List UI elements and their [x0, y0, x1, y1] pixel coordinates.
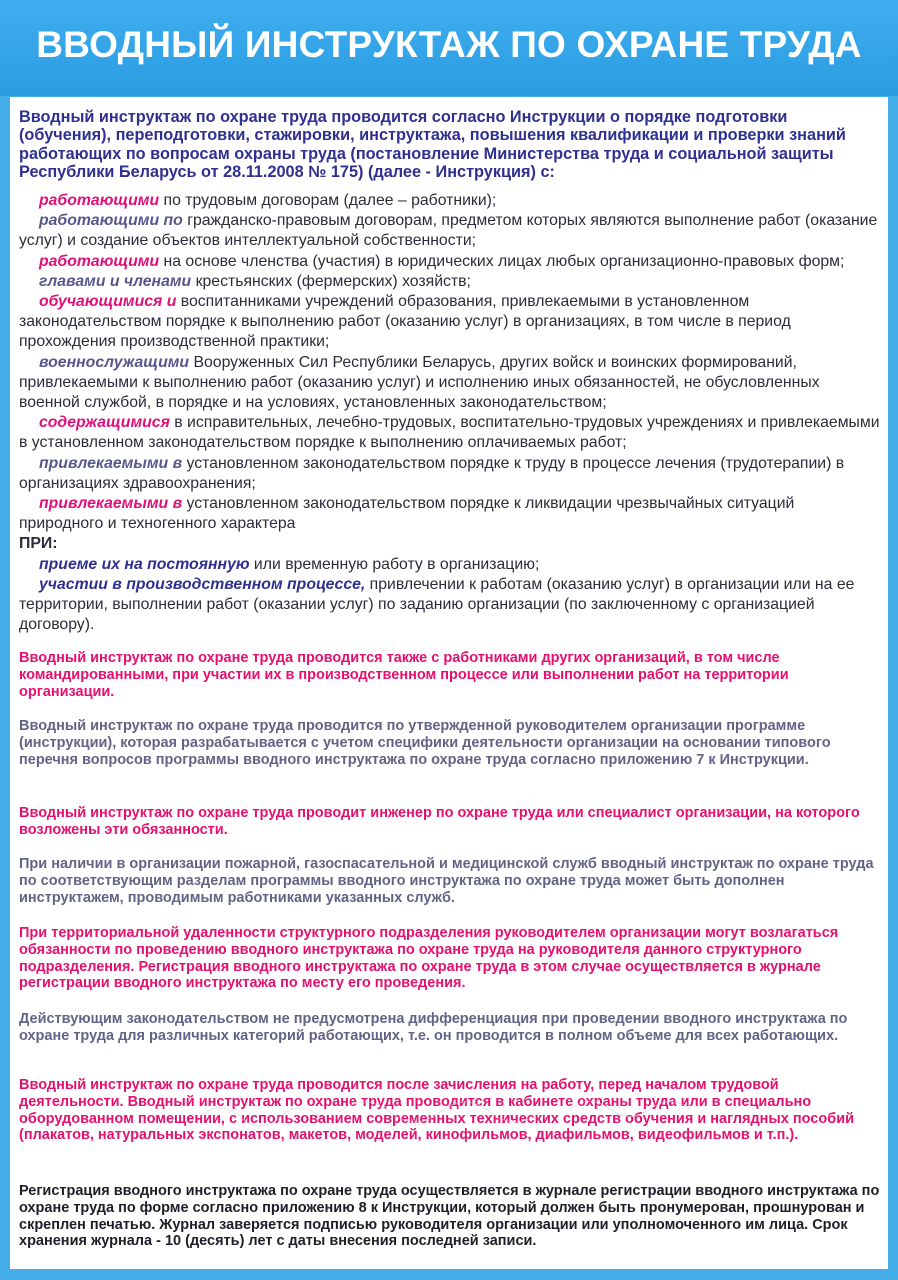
list-item-keyword: главами и членами — [39, 272, 192, 290]
list-item-text: установленном законодательством порядке к труду в процессе лечения (трудотерапии) в организациях здравоохранения; — [19, 454, 845, 492]
pri-item — [19, 555, 883, 575]
intro-paragraph: Вводный инструктаж по охране труда проводится согласно Инструкции о порядке подготовки (обучения), переподготовки, стажировки, инструктажа, повышения квалификации и проверки знаний работающих по вопросам охраны труда (постановление Министерства труда и социальной защиты Республики Беларусь от 28.11.2008 № 175) (далее - Инструкция) с: — [19, 108, 846, 182]
list-item — [19, 454, 883, 494]
list-item — [19, 353, 883, 414]
paragraph-other-organizations: Вводный инструктаж по охране труда проводится также с работниками других организаций, в том числе командированными, при участии их в производственном процессе или выполнении работ на территории организации. — [19, 650, 789, 700]
list-item-text: установленном законодательством порядке к ликвидации чрезвычайных ситуаций природного и техногенного характера — [19, 495, 795, 533]
list-item-keyword: содержащимися — [39, 414, 170, 432]
header-band — [0, 0, 898, 96]
list-item-keyword: обучающимися и — [39, 293, 177, 311]
list-item-text: крестьянских (фермерских) хозяйств; — [191, 272, 471, 290]
page-title: ВВОДНЫЙ ИНСТРУКТАЖ ПО ОХРАНЕ ТРУДА — [36, 24, 862, 65]
list-item — [19, 272, 883, 292]
list-item — [19, 413, 883, 453]
list-item-keyword: работающими — [39, 252, 160, 270]
list-item-text: гражданско-правовым договорам, предметом которых являются выполнение работ (оказание услуг) и создание объектов интеллектуальной собственности; — [19, 212, 878, 250]
list-item-keyword: работающими по — [39, 212, 183, 230]
list-item-keyword: военнослужащими — [39, 353, 190, 371]
pri-item — [19, 575, 883, 636]
paragraph-timing-location: Вводный инструктаж по охране труда проводится после зачисления на работу, перед началом трудовой деятельности. Вводный инструктаж по охране труда проводится в кабинете охраны труда или в специально оборудованном помещении, с использованием современных технических средств обучения и наглядных пособий (плакатов, натуральных экспонатов, макетов, моделей, кинофильмов, диафильмов, видеофильмов и т.п.). — [19, 1077, 855, 1144]
list-item-text: по трудовым договорам (далее – работники); — [159, 192, 497, 209]
list-item — [19, 252, 883, 272]
pri-item-keyword: участии в производственном процессе, — [39, 575, 366, 593]
list-item — [19, 292, 883, 353]
paragraph-conducted-by: Вводный инструктаж по охране труда проводит инженер по охране труда или специалист организации, на которого возложены эти обязанности. — [19, 805, 860, 838]
list-item-text: на основе членства (участия) в юридических лицах любых организационно-правовых форм; — [159, 252, 845, 270]
list-item-text: в исправительных, лечебно-трудовых, воспитательно-трудовых учреждениях и привлекаемыми в установленном законодательством порядке к выполнению оплачиваемых работ; — [19, 414, 880, 452]
list-item — [19, 211, 883, 251]
pri-item-text: привлечении к работам (оказанию услуг) в организации или на ее территории, выполнении работ (оказании услуг) по заданию организации (по заключенному с организацией договору). — [19, 575, 855, 634]
list-item-keyword: привлекаемыми в — [39, 454, 183, 472]
category-list — [19, 191, 883, 635]
paragraph-program: Вводный инструктаж по охране труда проводится по утвержденной руководителем организации программе (инструкции), которая разрабатывается с учетом специфики деятельности организации на основании типового перечня вопросов программы вводного инструктажа по охране труда согласно приложению 7 к Инструкции. — [19, 718, 831, 768]
list-item — [19, 494, 883, 534]
list-item-keyword: привлекаемыми в — [39, 495, 183, 513]
list-item — [19, 191, 883, 211]
paragraph-no-differentiation: Действующим законодательством не предусмотрена дифференциация при проведении вводного инструктажа по охране труда для различных категорий работающих, т.е. он проводится в полном объеме для всех работающих. — [19, 1011, 848, 1044]
pri-label: ПРИ: — [19, 535, 58, 553]
list-item-text: Вооруженных Сил Республики Беларусь, других войск и воинских формирований, привлекаемыми к выполнению работ (оказанию услуг) и исполнению иных обязанностей, не обусловленных военной службой, в порядке и на условиях, установленных законодательством; — [19, 353, 820, 412]
pri-item-text: или временную работу в организацию; — [249, 555, 540, 573]
list-item-text: воспитанниками учреждений образования, привлекаемыми в установленном законодательством порядке к выполнению работ (оказанию услуг) в организациях, в том числе в период прохождения производственной практики; — [19, 293, 791, 351]
paragraph-remote-unit: При территориальной удаленности структурного подразделения руководителем организации могут возлагаться обязанности по проведению вводного инструктажа по охране труда на руководителя данного структурного подразделения. Регистрация вводного инструктажа по охране труда в этом случае осуществляется в журнале регистрации вводного инструктажа по месту его проведения. — [19, 925, 839, 992]
content-panel — [10, 97, 888, 1269]
paragraph-services: При наличии в организации пожарной, газоспасательной и медицинской служб вводный инструктаж по охране труда по соответствующим разделам программы вводного инструктажа по охране труда может быть дополнен инструктажем, проводимым работниками указанных служб. — [19, 856, 874, 906]
paragraph-registration: Регистрация вводного инструктажа по охране труда осуществляется в журнале регистрации вводного инструктажа по охране труда по форме согласно приложению 8 к Инструкции, который должен быть пронумерован, прошнурован и скреплен печатью. Журнал заверяется подписью руководителя организации или уполномоченного им лица. Срок хранения журнала - 10 (десять) лет с даты внесения последней записи. — [19, 1183, 880, 1250]
list-item-keyword: работающими — [39, 192, 160, 209]
pri-item-keyword: приеме их на постоянную — [39, 555, 250, 573]
